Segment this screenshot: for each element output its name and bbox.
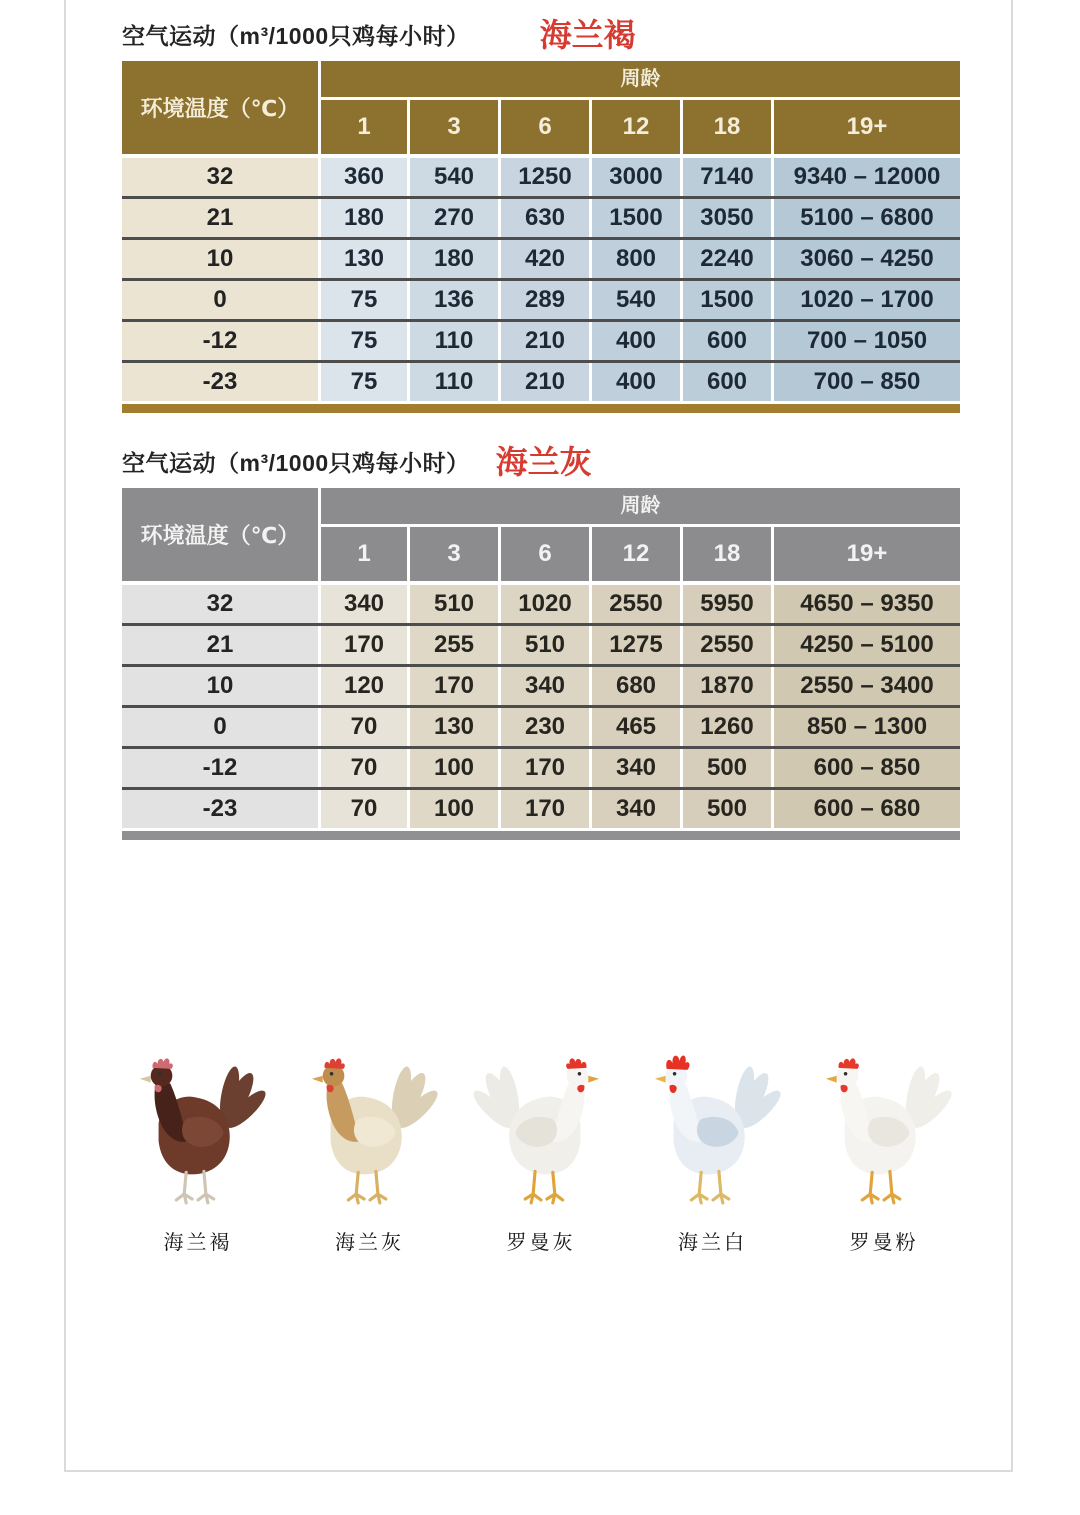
value-cell: 70 (321, 749, 407, 787)
value-cell: 70 (321, 708, 407, 746)
value-cell: 4650 – 9350 (774, 585, 960, 623)
hen-illustration-icon (129, 1038, 267, 1220)
value-cell: 340 (592, 749, 680, 787)
value-cell: 210 (501, 322, 589, 360)
breed-item-hyline-white (637, 1038, 789, 1255)
value-cell: 170 (501, 749, 589, 787)
value-cell: 170 (410, 667, 498, 705)
value-cell: 360 (321, 158, 407, 196)
table-row (122, 158, 960, 196)
value-cell: 540 (592, 281, 680, 319)
value-cell: 180 (321, 199, 407, 237)
table2-title: 空气运动（m³/1000只鸡每小时） (122, 450, 470, 476)
air-movement-table-hyline-grey (122, 445, 960, 840)
value-cell: 9340 – 12000 (774, 158, 960, 196)
value-cell: 100 (410, 790, 498, 828)
age-column-header: 12 (592, 527, 680, 581)
temperature-cell: 21 (122, 199, 318, 237)
value-cell: 3060 – 4250 (774, 240, 960, 278)
breed-label: 海兰灰 (335, 1232, 404, 1254)
table-row (122, 585, 960, 623)
breed-photos-row (122, 1038, 960, 1255)
value-cell: 420 (501, 240, 589, 278)
temperature-cell: 32 (122, 158, 318, 196)
temperature-cell: 0 (122, 281, 318, 319)
age-column-header: 1 (321, 100, 407, 154)
page-card (64, 0, 1013, 1472)
value-cell: 5100 – 6800 (774, 199, 960, 237)
value-cell: 130 (410, 708, 498, 746)
table-row (122, 667, 960, 705)
age-column-header: 3 (410, 100, 498, 154)
value-cell: 1020 – 1700 (774, 281, 960, 319)
temperature-cell: -23 (122, 363, 318, 401)
value-cell: 540 (410, 158, 498, 196)
value-cell: 510 (410, 585, 498, 623)
value-cell: 210 (501, 363, 589, 401)
value-cell: 700 – 850 (774, 363, 960, 401)
age-column-header: 6 (501, 527, 589, 581)
value-cell: 1250 (501, 158, 589, 196)
table-row (122, 281, 960, 319)
value-cell: 680 (592, 667, 680, 705)
value-cell: 340 (592, 790, 680, 828)
value-cell: 70 (321, 790, 407, 828)
hen-illustration-icon (472, 1038, 610, 1220)
value-cell: 800 (592, 240, 680, 278)
age-column-header: 19+ (774, 527, 960, 581)
value-cell: 1870 (683, 667, 771, 705)
value-cell: 510 (501, 626, 589, 664)
table-row (122, 790, 960, 828)
hen-illustration-icon (301, 1038, 439, 1220)
table1-footer-bar (122, 404, 960, 413)
value-cell: 1500 (592, 199, 680, 237)
breed-label: 罗曼粉 (849, 1232, 919, 1254)
table-row (122, 322, 960, 360)
table-row (122, 240, 960, 278)
age-header-cell: 周龄 (321, 61, 960, 97)
value-cell: 100 (410, 749, 498, 787)
value-cell: 289 (501, 281, 589, 319)
table2-header (122, 488, 960, 581)
table-row (122, 363, 960, 401)
value-cell: 1260 (683, 708, 771, 746)
value-cell: 630 (501, 199, 589, 237)
table2-body (122, 585, 960, 828)
value-cell: 120 (321, 667, 407, 705)
table2-footer-bar (122, 831, 960, 840)
value-cell: 180 (410, 240, 498, 278)
value-cell: 600 (683, 363, 771, 401)
age-header-cell: 周龄 (321, 488, 960, 524)
value-cell: 1275 (592, 626, 680, 664)
value-cell: 136 (410, 281, 498, 319)
table1-title-row (122, 18, 960, 51)
value-cell: 2550 (683, 626, 771, 664)
value-cell: 270 (410, 199, 498, 237)
value-cell: 2550 – 3400 (774, 667, 960, 705)
value-cell: 400 (592, 322, 680, 360)
table-row (122, 199, 960, 237)
temperature-cell: 10 (122, 667, 318, 705)
value-cell: 600 – 680 (774, 790, 960, 828)
temperature-cell: -23 (122, 790, 318, 828)
value-cell: 110 (410, 322, 498, 360)
age-column-header: 18 (683, 100, 771, 154)
breed-item-lohmann-pink (808, 1038, 960, 1255)
value-cell: 700 – 1050 (774, 322, 960, 360)
value-cell: 230 (501, 708, 589, 746)
breed-item-hyline-grey (294, 1038, 446, 1255)
value-cell: 600 – 850 (774, 749, 960, 787)
temperature-cell: 0 (122, 708, 318, 746)
temperature-header-cell: 环境温度（℃） (122, 61, 318, 154)
table2-breed-label: 海兰灰 (495, 444, 592, 480)
table1-title: 空气运动（m³/1000只鸡每小时） (122, 23, 470, 49)
value-cell: 130 (321, 240, 407, 278)
breed-label: 罗曼灰 (506, 1232, 576, 1254)
age-column-header: 6 (501, 100, 589, 154)
age-column-header: 1 (321, 527, 407, 581)
value-cell: 170 (501, 790, 589, 828)
table1-body (122, 158, 960, 401)
hen-illustration-icon (815, 1038, 953, 1220)
value-cell: 850 – 1300 (774, 708, 960, 746)
value-cell: 340 (321, 585, 407, 623)
breed-item-lohmann-grey (465, 1038, 617, 1255)
value-cell: 2240 (683, 240, 771, 278)
value-cell: 1020 (501, 585, 589, 623)
value-cell: 75 (321, 281, 407, 319)
value-cell: 2550 (592, 585, 680, 623)
table1-header (122, 61, 960, 154)
value-cell: 1500 (683, 281, 771, 319)
value-cell: 600 (683, 322, 771, 360)
value-cell: 5950 (683, 585, 771, 623)
air-movement-table-hyline-brown (122, 18, 960, 413)
table2-title-row (122, 445, 960, 478)
value-cell: 110 (410, 363, 498, 401)
value-cell: 170 (321, 626, 407, 664)
value-cell: 4250 – 5100 (774, 626, 960, 664)
table-row (122, 626, 960, 664)
breed-item-hyline-brown (122, 1038, 274, 1255)
value-cell: 3000 (592, 158, 680, 196)
age-column-header: 18 (683, 527, 771, 581)
breed-label: 海兰褐 (163, 1232, 233, 1254)
value-cell: 500 (683, 790, 771, 828)
temperature-cell: 21 (122, 626, 318, 664)
temperature-header-cell: 环境温度（℃） (122, 488, 318, 581)
value-cell: 340 (501, 667, 589, 705)
temperature-cell: -12 (122, 749, 318, 787)
value-cell: 75 (321, 363, 407, 401)
temperature-cell: -12 (122, 322, 318, 360)
value-cell: 7140 (683, 158, 771, 196)
value-cell: 400 (592, 363, 680, 401)
temperature-cell: 10 (122, 240, 318, 278)
table-row (122, 749, 960, 787)
hen-illustration-icon (644, 1038, 782, 1220)
age-column-header: 12 (592, 100, 680, 154)
value-cell: 255 (410, 626, 498, 664)
value-cell: 500 (683, 749, 771, 787)
value-cell: 3050 (683, 199, 771, 237)
table-row (122, 708, 960, 746)
temperature-cell: 32 (122, 585, 318, 623)
breed-label: 海兰白 (678, 1232, 747, 1254)
value-cell: 465 (592, 708, 680, 746)
table1-breed-label: 海兰褐 (539, 17, 636, 53)
value-cell: 75 (321, 322, 407, 360)
age-column-header: 19+ (774, 100, 960, 154)
age-column-header: 3 (410, 527, 498, 581)
